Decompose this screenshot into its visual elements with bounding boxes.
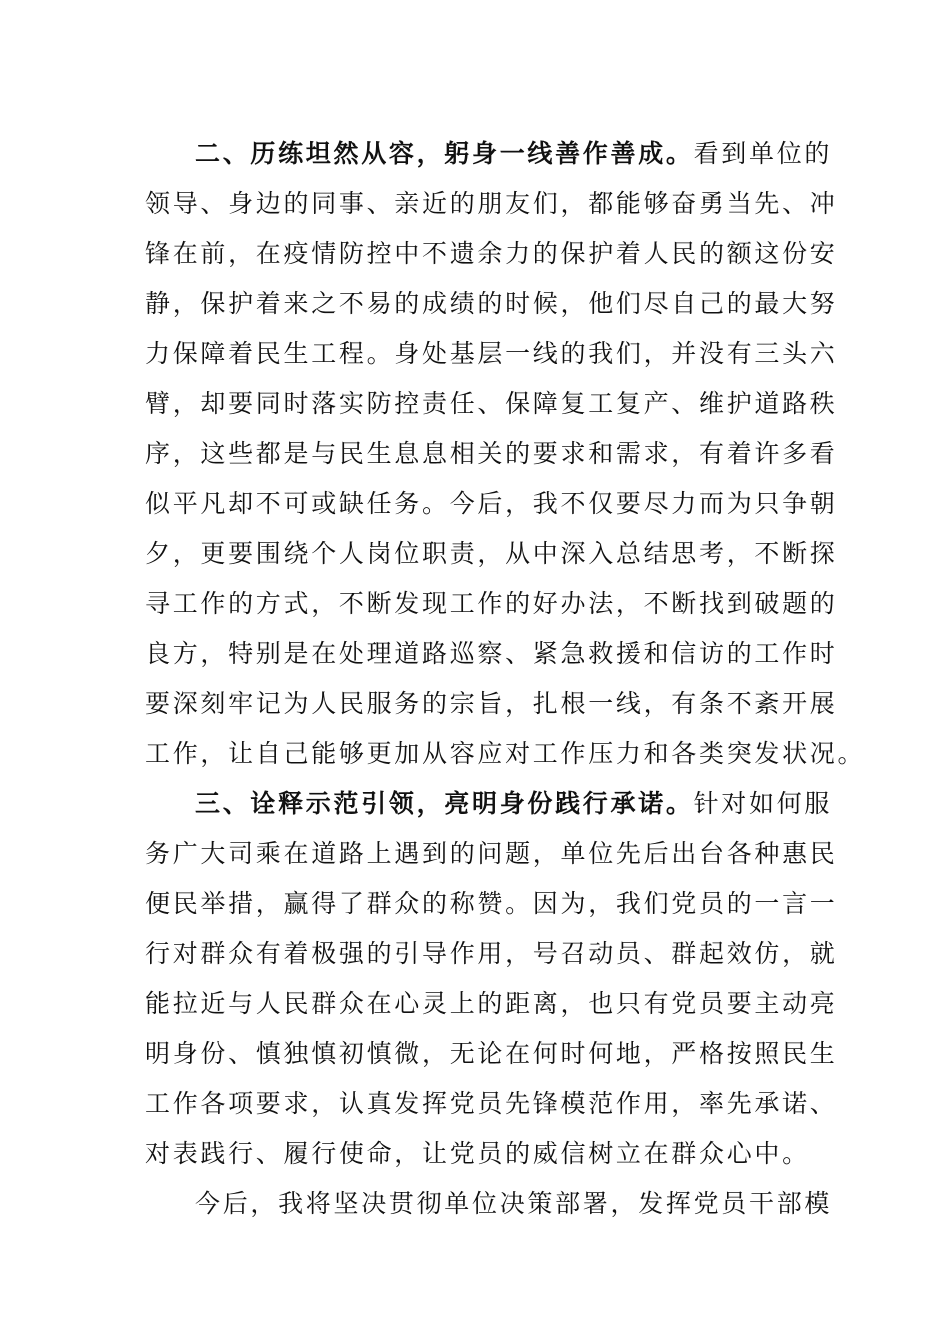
paragraph-2-line-2: 领导、身边的同事、亲近的朋友们，都能够奋勇当先、冲 xyxy=(145,189,838,218)
paragraph-2-line-7: 序，这些都是与民生息息相关的要求和需求，有着许多看 xyxy=(145,439,838,468)
paragraph-2-line-10: 寻工作的方式，不断发现工作的好办法，不断找到破题的 xyxy=(145,589,838,618)
paragraph-2-line-5: 力保障着民生工程。身处基层一线的我们，并没有三头六 xyxy=(145,339,838,368)
paragraph-4-line-1: 今后，我将坚决贯彻单位决策部署，发挥党员干部模 xyxy=(195,1189,833,1218)
paragraph-3-line-8: 对表践行、履行使命，让党员的威信树立在群众心中。 xyxy=(145,1139,810,1168)
paragraph-2-line-3: 锋在前，在疫情防控中不遗余力的保护着人民的额这份安 xyxy=(145,239,838,268)
paragraph-2-heading: 二、历练坦然从容，躬身一线善作善成。 xyxy=(195,139,694,168)
paragraph-2-line-6: 臂，却要同时落实防控责任、保障复工复产、维护道路秩 xyxy=(145,389,838,418)
paragraph-2-line-9: 夕，更要围绕个人岗位职责，从中深入总结思考，不断探 xyxy=(145,539,838,568)
paragraph-2-line-1-text: 看到单位的 xyxy=(693,139,833,168)
paragraph-4 xyxy=(145,1179,833,1229)
paragraph-3-line-2: 务广大司乘在道路上遇到的问题，单位先后出台各种惠民 xyxy=(145,839,838,868)
paragraph-3-line-7: 工作各项要求，认真发挥党员先锋模范作用，率先承诺、 xyxy=(145,1089,838,1118)
paragraph-3-line-4: 行对群众有着极强的引导作用，号召动员、群起效仿，就 xyxy=(145,939,838,968)
paragraph-3-line-6: 明身份、慎独慎初慎微，无论在何时何地，严格按照民生 xyxy=(145,1039,838,1068)
paragraph-3-line-1 xyxy=(145,779,833,829)
paragraph-3-line-5: 能拉近与人民群众在心灵上的距离，也只有党员要主动亮 xyxy=(145,989,838,1018)
paragraph-2-line-13: 工作，让自己能够更加从容应对工作压力和各类突发状况。 xyxy=(145,739,866,768)
paragraph-2-line-11: 良方，特别是在处理道路巡察、紧急救援和信访的工作时 xyxy=(145,639,838,668)
paragraph-2-line-8: 似平凡却不可或缺任务。今后，我不仅要尽力而为只争朝 xyxy=(145,489,838,518)
paragraph-3-heading: 三、诠释示范引领，亮明身份践行承诺。 xyxy=(195,789,694,818)
paragraph-3-line-3: 便民举措，赢得了群众的称赞。因为，我们党员的一言一 xyxy=(145,889,838,918)
paragraph-3-line-1-text: 针对如何服 xyxy=(693,789,833,818)
paragraph-2 xyxy=(145,129,866,779)
paragraph-3 xyxy=(145,779,838,1179)
paragraph-2-line-12: 要深刻牢记为人民服务的宗旨，扎根一线，有条不紊开展 xyxy=(145,689,838,718)
paragraph-2-line-1 xyxy=(145,129,833,179)
paragraph-2-line-4: 静，保护着来之不易的成绩的时候，他们尽自己的最大努 xyxy=(145,289,838,318)
